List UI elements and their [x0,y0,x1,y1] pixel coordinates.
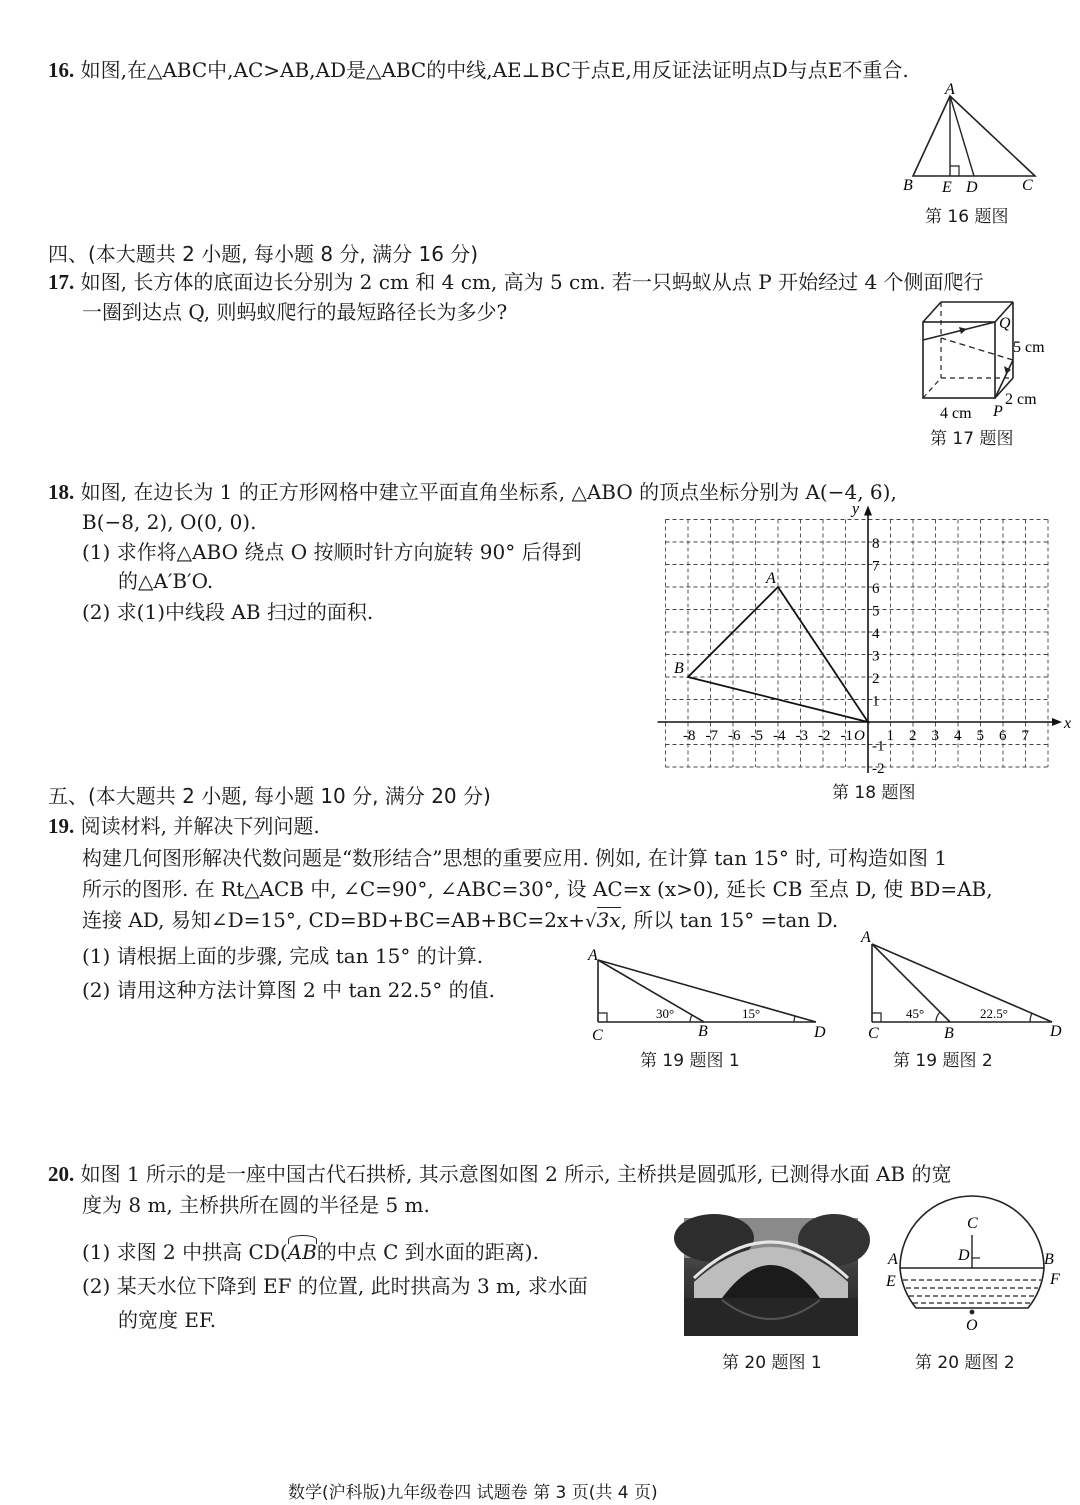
y-axis-label: y [852,500,860,518]
q19-fig1-caption: 第 19 题图 1 [640,1051,740,1071]
q19-title: 阅读材料, 并解决下列问题. [80,814,320,838]
q18-part1a: (1) 求作将△ABO 绕点 O 按顺时针方向旋转 90° 后得到 [82,540,582,564]
q20-label-e: E [886,1273,896,1290]
q19f1-angle-d: 15° [742,1006,761,1021]
q19-title-line [48,812,320,840]
q19f1-label-c: C [592,1027,603,1044]
q18-coordinate-grid [650,500,1072,777]
x-tick-label: 1 [886,728,894,744]
q20-figure2 [880,1210,1070,1336]
x-tick-label: -7 [705,728,718,744]
y-tick-label: 7 [872,558,880,575]
y-axis-arrow [864,506,872,516]
y-tick-label: 5 [872,603,880,620]
q19-figure1 [580,940,830,1044]
x-tick-label: 5 [976,728,984,744]
q19-part1: (1) 请根据上面的步骤, 完成 tan 15° 的计算. [82,944,484,968]
q19-line3 [82,906,838,936]
y-tick-label: -1 [872,738,885,755]
q19f1-label-d: D [814,1024,826,1041]
q20-fig1-caption: 第 20 题图 1 [722,1353,822,1373]
q20-fig2-caption: 第 20 题图 2 [915,1353,1015,1373]
q17-label-p: P [993,403,1003,420]
q18-caption: 第 18 题图 [832,783,916,803]
x-tick-label: -5 [750,728,763,744]
q19f2-label-c: C [868,1025,879,1042]
q19f1-label-b: B [698,1023,708,1040]
q19f2-label-a: A [861,929,871,946]
q16-text: 如图,在△ABC中,AC>AB,AD是△ABC的中线,AE⊥BC于点E,用反证法证明点D与点E不重合. [80,58,909,82]
q19f2-label-b: B [944,1025,954,1042]
q16-caption: 第 16 题图 [925,207,1009,227]
q17-number: 17. [48,270,75,294]
q19f2-angle-b: 45° [906,1006,925,1021]
q19f1-angle-b: 30° [656,1006,675,1021]
q20-part1 [82,1238,539,1266]
q19-line3-a: 连接 AD, 易知∠D=15°, CD=BD+BC=AB+BC=2x+ [82,908,586,932]
q17-line1 [48,268,984,296]
x-tick-label: -1 [840,728,853,744]
x-tick-label: 6 [999,728,1007,744]
q19-fig2-caption: 第 19 题图 2 [893,1051,993,1071]
q20-part1-b: 的中点 C 到水面的距离). [316,1240,539,1264]
q17-label-length: 4 cm [940,405,972,422]
section4-heading: 四、(本大题共 2 小题, 每小题 8 分, 满分 16 分) [48,242,479,266]
q16-label-a: A [945,81,955,98]
y-tick-label: 1 [872,693,880,710]
q19-line3-c: , 所以 tan 15° =tan D. [620,908,839,932]
q17-figure [905,290,1065,430]
q20-label-b: B [1044,1251,1054,1268]
y-tick-label: 8 [872,536,880,552]
section5-heading: 五、(本大题共 2 小题, 每小题 10 分, 满分 20 分) [48,784,491,808]
q17-label-width: 2 cm [1005,391,1037,408]
q16-label-e: E [942,179,952,196]
x-tick-label: -4 [773,728,786,744]
x-tick-label: -6 [728,728,741,744]
origin-label: O [854,728,865,744]
q18-part2: (2) 求(1)中线段 AB 扫过的面积. [82,600,374,624]
point-a-label: A [766,570,776,587]
q17-line2: 一圈到达点 Q, 则蚂蚁爬行的最短路径长为多少? [82,300,508,324]
y-tick-label: 2 [872,671,880,687]
q19-number: 19. [48,814,75,838]
q18-number: 18. [48,480,75,504]
q20-line2: 度为 8 m, 主桥拱所在圆的半径是 5 m. [82,1193,430,1217]
q18-part1b: 的△A′B′O. [118,569,214,593]
q16-stem [48,56,909,84]
arc-symbol [288,1235,317,1244]
q20-label-a: A [888,1251,898,1268]
bridge-photo-drawing [684,1218,858,1336]
q19f2-label-d: D [1050,1023,1062,1040]
x-tick-label: 7 [1021,728,1029,744]
q20-label-d: D [958,1247,970,1264]
y-tick-label: -2 [872,761,885,777]
q16-number: 16. [48,58,75,82]
q19-line1: 构建几何图形解决代数问题是“数形结合”思想的重要应用. 例如, 在计算 tan 15° 时, 可构造如图 1 [82,846,948,870]
q17-label-height: 5 cm [1013,339,1045,356]
q19-sqrt-radicand: 3x [596,908,621,932]
bridge-photo [684,1218,858,1336]
q19f1-label-a: A [588,947,598,964]
q19-part2: (2) 请用这种方法计算图 2 中 tan 22.5° 的值. [82,978,495,1002]
x-tick-label: -3 [795,728,808,744]
y-tick-label: 3 [872,648,880,665]
q16-label-d: D [966,179,978,196]
x-tick-label: -2 [818,728,831,744]
q16-label-c: C [1022,177,1033,194]
x-tick-label: 3 [931,728,939,744]
q20-number: 20. [48,1162,75,1186]
q17-text1: 如图, 长方体的底面边长分别为 2 cm 和 4 cm, 高为 5 cm. 若一只蚂蚁从点 P 开始经过 4 个侧面爬行 [80,270,984,294]
q19-figure2 [858,928,1068,1044]
q20-label-f: F [1050,1271,1060,1288]
q16-figure [895,80,1055,200]
q20-label-c: C [967,1215,978,1232]
y-tick-label: 4 [872,626,880,642]
q18-line2: B(−8, 2), O(0, 0). [82,510,257,534]
q20-part2a: (2) 某天水位下降到 EF 的位置, 此时拱高为 3 m, 求水面 [82,1274,588,1298]
page-footer: 数学(沪科版)九年级卷四 试题卷 第 3 页(共 4 页) [288,1483,658,1503]
q18-line1 [48,478,897,506]
q20-part1-a: (1) 求图 2 中拱高 CD( [82,1240,288,1264]
x-tick-label: -8 [683,728,696,744]
q17-label-q: Q [999,315,1011,332]
x-tick-label: 4 [954,728,962,744]
y-tick-label: 6 [872,581,880,597]
x-axis-label: x [1064,715,1072,732]
q19f2-angle-d: 22.5° [980,1006,1008,1021]
sqrt-symbol: √ [585,911,597,932]
q18-text1: 如图, 在边长为 1 的正方形网格中建立平面直角坐标系, △ABO 的顶点坐标分别为 A(−4, 6), [80,480,897,504]
x-tick-label: 2 [909,728,917,744]
q16-label-b: B [903,177,913,194]
x-axis-arrow [1052,718,1062,726]
q20-part2b: 的宽度 EF. [118,1308,217,1332]
arc-ab-text: AB [287,1240,317,1264]
q20-text1: 如图 1 所示的是一座中国古代石拱桥, 其示意图如图 2 所示, 主桥拱是圆弧形, 已测得水面 AB 的宽 [80,1162,952,1186]
q20-line1 [48,1160,952,1188]
q19-line2: 所示的图形. 在 Rt△ACB 中, ∠C=90°, ∠ABC=30°, 设 AC=x (x>0), 延长 CB 至点 D, 使 BD=AB, [82,877,993,901]
arc-ab [288,1238,317,1266]
point-b-label: B [674,660,684,677]
q17-caption: 第 17 题图 [930,429,1014,449]
q20-label-o: O [966,1317,978,1334]
